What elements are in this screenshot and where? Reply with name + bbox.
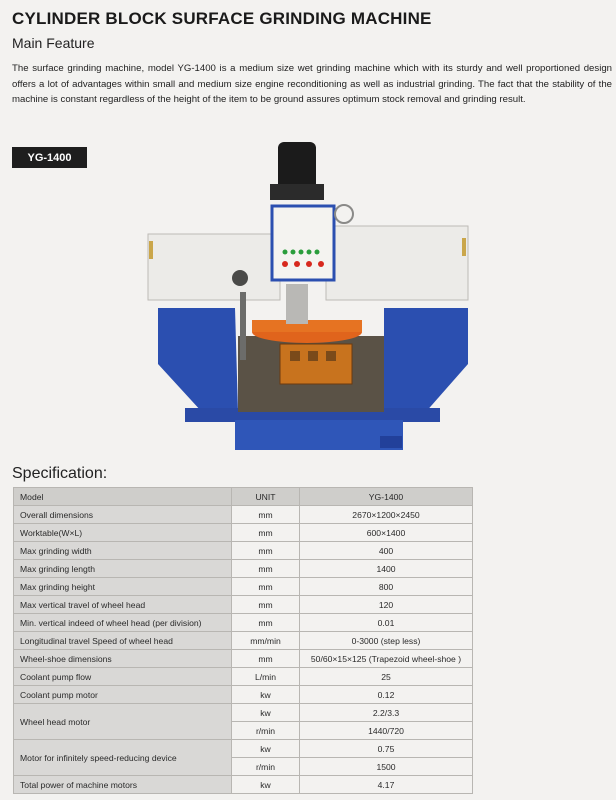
spec-heading: Specification: bbox=[12, 465, 108, 482]
spec-label: Total power of machine motors bbox=[14, 776, 232, 794]
cylinder-block bbox=[280, 344, 352, 384]
spec-row bbox=[14, 632, 473, 650]
spec-label: Min. vertical indeed of wheel head (per division) bbox=[14, 614, 232, 632]
spec-header-value: YG-1400 bbox=[300, 488, 473, 506]
cylinder-bore bbox=[326, 351, 336, 361]
spec-value: 800 bbox=[300, 578, 473, 596]
spec-unit: mm/min bbox=[232, 632, 300, 650]
spec-row bbox=[14, 668, 473, 686]
spec-label: Coolant pump flow bbox=[14, 668, 232, 686]
spec-unit: mm bbox=[232, 560, 300, 578]
spindle-column bbox=[286, 284, 308, 324]
spec-row bbox=[14, 686, 473, 704]
right-guard-box bbox=[326, 226, 468, 300]
spec-value: 0-3000 (step less) bbox=[300, 632, 473, 650]
base-foot bbox=[380, 436, 402, 448]
spec-unit: L/min bbox=[232, 668, 300, 686]
left-base-leg bbox=[158, 308, 238, 412]
indicator-light bbox=[318, 261, 324, 267]
spec-value: 0.12 bbox=[300, 686, 473, 704]
spec-value: 1500 bbox=[300, 758, 473, 776]
handwheel bbox=[335, 205, 353, 223]
spec-unit: mm bbox=[232, 578, 300, 596]
spec-label: Max vertical travel of wheel head bbox=[14, 596, 232, 614]
lever-knob bbox=[232, 270, 248, 286]
spec-label: Wheel-shoe dimensions bbox=[14, 650, 232, 668]
spec-header-unit: UNIT bbox=[232, 488, 300, 506]
spec-row bbox=[14, 560, 473, 578]
spec-row-total bbox=[14, 776, 473, 794]
spec-unit: r/min bbox=[232, 722, 300, 740]
spec-value: 25 bbox=[300, 668, 473, 686]
spec-unit: r/min bbox=[232, 758, 300, 776]
spec-label: Motor for infinitely speed-reducing device bbox=[14, 740, 232, 776]
indicator-light bbox=[307, 250, 312, 255]
spec-value: 4.17 bbox=[300, 776, 473, 794]
spec-unit: mm bbox=[232, 614, 300, 632]
spec-value: 2.2/3.3 bbox=[300, 704, 473, 722]
cylinder-bore bbox=[308, 351, 318, 361]
spec-label: Longitudinal travel Speed of wheel head bbox=[14, 632, 232, 650]
machine-illustration bbox=[140, 136, 480, 456]
spec-value: 600×1400 bbox=[300, 524, 473, 542]
control-panel bbox=[272, 206, 334, 280]
spec-header-row bbox=[14, 488, 473, 506]
spec-unit: mm bbox=[232, 524, 300, 542]
spec-label: Max grinding height bbox=[14, 578, 232, 596]
indicator-light bbox=[282, 261, 288, 267]
spec-unit: mm bbox=[232, 650, 300, 668]
base-pedestal bbox=[235, 420, 403, 450]
right-label-strip bbox=[462, 238, 466, 256]
spec-row bbox=[14, 704, 473, 722]
indicator-light bbox=[306, 261, 312, 267]
spec-unit: kw bbox=[232, 686, 300, 704]
spec-value: 0.01 bbox=[300, 614, 473, 632]
section-subtitle: Main Feature bbox=[12, 35, 95, 51]
spec-label: Worktable(W×L) bbox=[14, 524, 232, 542]
guide-rod bbox=[240, 292, 246, 360]
spec-unit: mm bbox=[232, 596, 300, 614]
spec-label: Wheel head motor bbox=[14, 704, 232, 740]
spec-header-label: Model bbox=[14, 488, 232, 506]
spec-label: Coolant pump motor bbox=[14, 686, 232, 704]
spec-value: 1400 bbox=[300, 560, 473, 578]
indicator-light bbox=[294, 261, 300, 267]
spec-label: Max grinding length bbox=[14, 560, 232, 578]
spec-value: 0.75 bbox=[300, 740, 473, 758]
indicator-light bbox=[283, 250, 288, 255]
spec-unit: mm bbox=[232, 506, 300, 524]
spec-row bbox=[14, 740, 473, 758]
model-badge: YG-1400 bbox=[12, 147, 87, 168]
left-guard-box bbox=[148, 234, 280, 300]
spec-row bbox=[14, 542, 473, 560]
spec-label: Max grinding width bbox=[14, 542, 232, 560]
left-label-strip bbox=[149, 241, 153, 259]
right-base-leg bbox=[384, 308, 468, 414]
spec-row bbox=[14, 578, 473, 596]
spec-value: 400 bbox=[300, 542, 473, 560]
spec-value: 50/60×15×125 (Trapezoid wheel-shoe ) bbox=[300, 650, 473, 668]
spec-unit: kw bbox=[232, 740, 300, 758]
spec-value: 2670×1200×2450 bbox=[300, 506, 473, 524]
spec-row bbox=[14, 524, 473, 542]
spec-row bbox=[14, 506, 473, 524]
indicator-light bbox=[291, 250, 296, 255]
indicator-light bbox=[299, 250, 304, 255]
cylinder-bore bbox=[290, 351, 300, 361]
spec-unit: kw bbox=[232, 704, 300, 722]
spec-unit: kw bbox=[232, 776, 300, 794]
indicator-light bbox=[315, 250, 320, 255]
motor-base bbox=[270, 184, 324, 200]
spec-unit: mm bbox=[232, 542, 300, 560]
spec-row bbox=[14, 596, 473, 614]
spec-value: 1440/720 bbox=[300, 722, 473, 740]
spec-label: Overall dimensions bbox=[14, 506, 232, 524]
intro-paragraph: The surface grinding machine, model YG-1400 is a medium size wet grinding machine which with its sturdy and well proportioned design offers a lot of advantages within small and medium size engine reconditioning as well as industrial grinding. The fact that the stability of the machine is constant regardless of the height of the item to be ground assures optimum stock removal and grinding result. bbox=[12, 63, 612, 105]
spec-row bbox=[14, 650, 473, 668]
page-title: CYLINDER BLOCK SURFACE GRINDING MACHINE bbox=[12, 9, 432, 28]
spec-row bbox=[14, 614, 473, 632]
spec-value: 120 bbox=[300, 596, 473, 614]
spec-table bbox=[13, 487, 473, 794]
